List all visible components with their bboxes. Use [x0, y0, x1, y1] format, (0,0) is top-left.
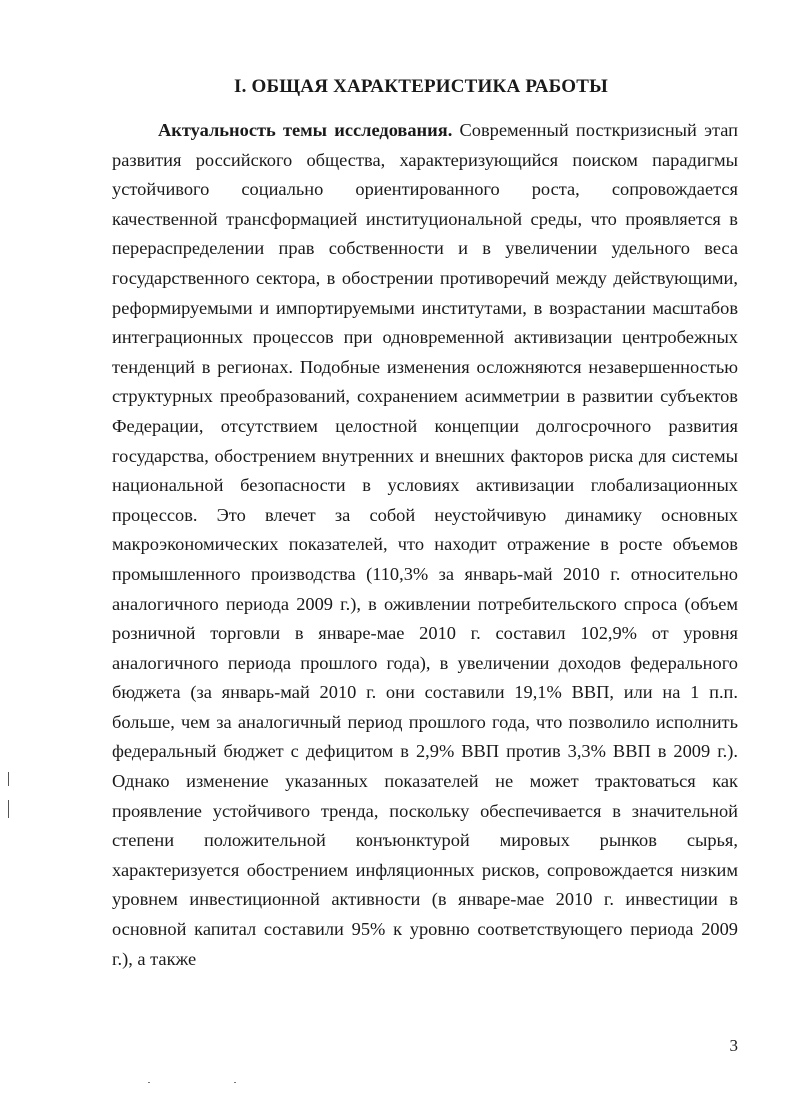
scan-artifact — [234, 1082, 236, 1083]
section-heading: I. ОБЩАЯ ХАРАКТЕРИСТИКА РАБОТЫ — [234, 76, 608, 97]
scan-artifact — [8, 772, 9, 786]
page-number: 3 — [729, 1036, 738, 1055]
scan-artifact — [148, 1082, 150, 1083]
scan-artifact — [8, 800, 9, 818]
paragraph-text: Современный посткризисный этап развития российского общества, характеризующийся поиском парадигмы устойчивого социально ориентированного роста, сопровождается качественной трансформацией институциональной среды, что проявляется в перераспределении прав собственности и в увеличении удельного веса государственного сектора, в обострении противоречий между действующими, реформируемыми и импортируемыми институтами, в возрастании масштабов интеграционных процессов при одновременной активизации центробежных тенденций в регионах. Подобные изменения осложняются незавершенностью структурных преобразований, сохранением асимметрии в развитии субъектов Федерации, отсутствием целостной концепции долгосрочного развития государства, обострением внутренних и внешних факторов риска для системы национальной безопасности в условиях активизации глобализационных процессов. Это влечет за собой неустойчивую динамику основных макроэкономических показателей, что находит отражение в росте объемов промышленного производства (110,3% за январь-май 2010 г. относительно аналогичного периода 2009 г.), в оживлении потребительского спроса (объем розничной торговли в январе-мае 2010 г. составил 102,9% от уровня аналогичного периода прошлого года), в увеличении доходов федерального бюджета (за январь-май 2010 г. они составили 19,1% ВВП, или на 1 п.п. больше, чем за аналогичный период прошлого года, что позволило исполнить федеральный бюджет с дефицитом в 2,9% ВВП против 3,3% ВВП в 2009 г.). Однако изменение указанных показателей не может трактоваться как проявление устойчивого тренда, поскольку обеспечивается в значительной степени положительной конъюнктурой мировых рынков сырья, характеризуется обострением инфляционных рисков, сопровождается низким уровнем инвестиционной активности (в январе-мае 2010 г. инвестиции в основной капитал составили 95% к уровню соответствующего периода 2009 г.), а также — [112, 120, 738, 969]
lead-phrase: Актуальность темы исследования. — [158, 120, 453, 140]
body-paragraph — [112, 116, 738, 974]
body-text — [112, 116, 738, 974]
